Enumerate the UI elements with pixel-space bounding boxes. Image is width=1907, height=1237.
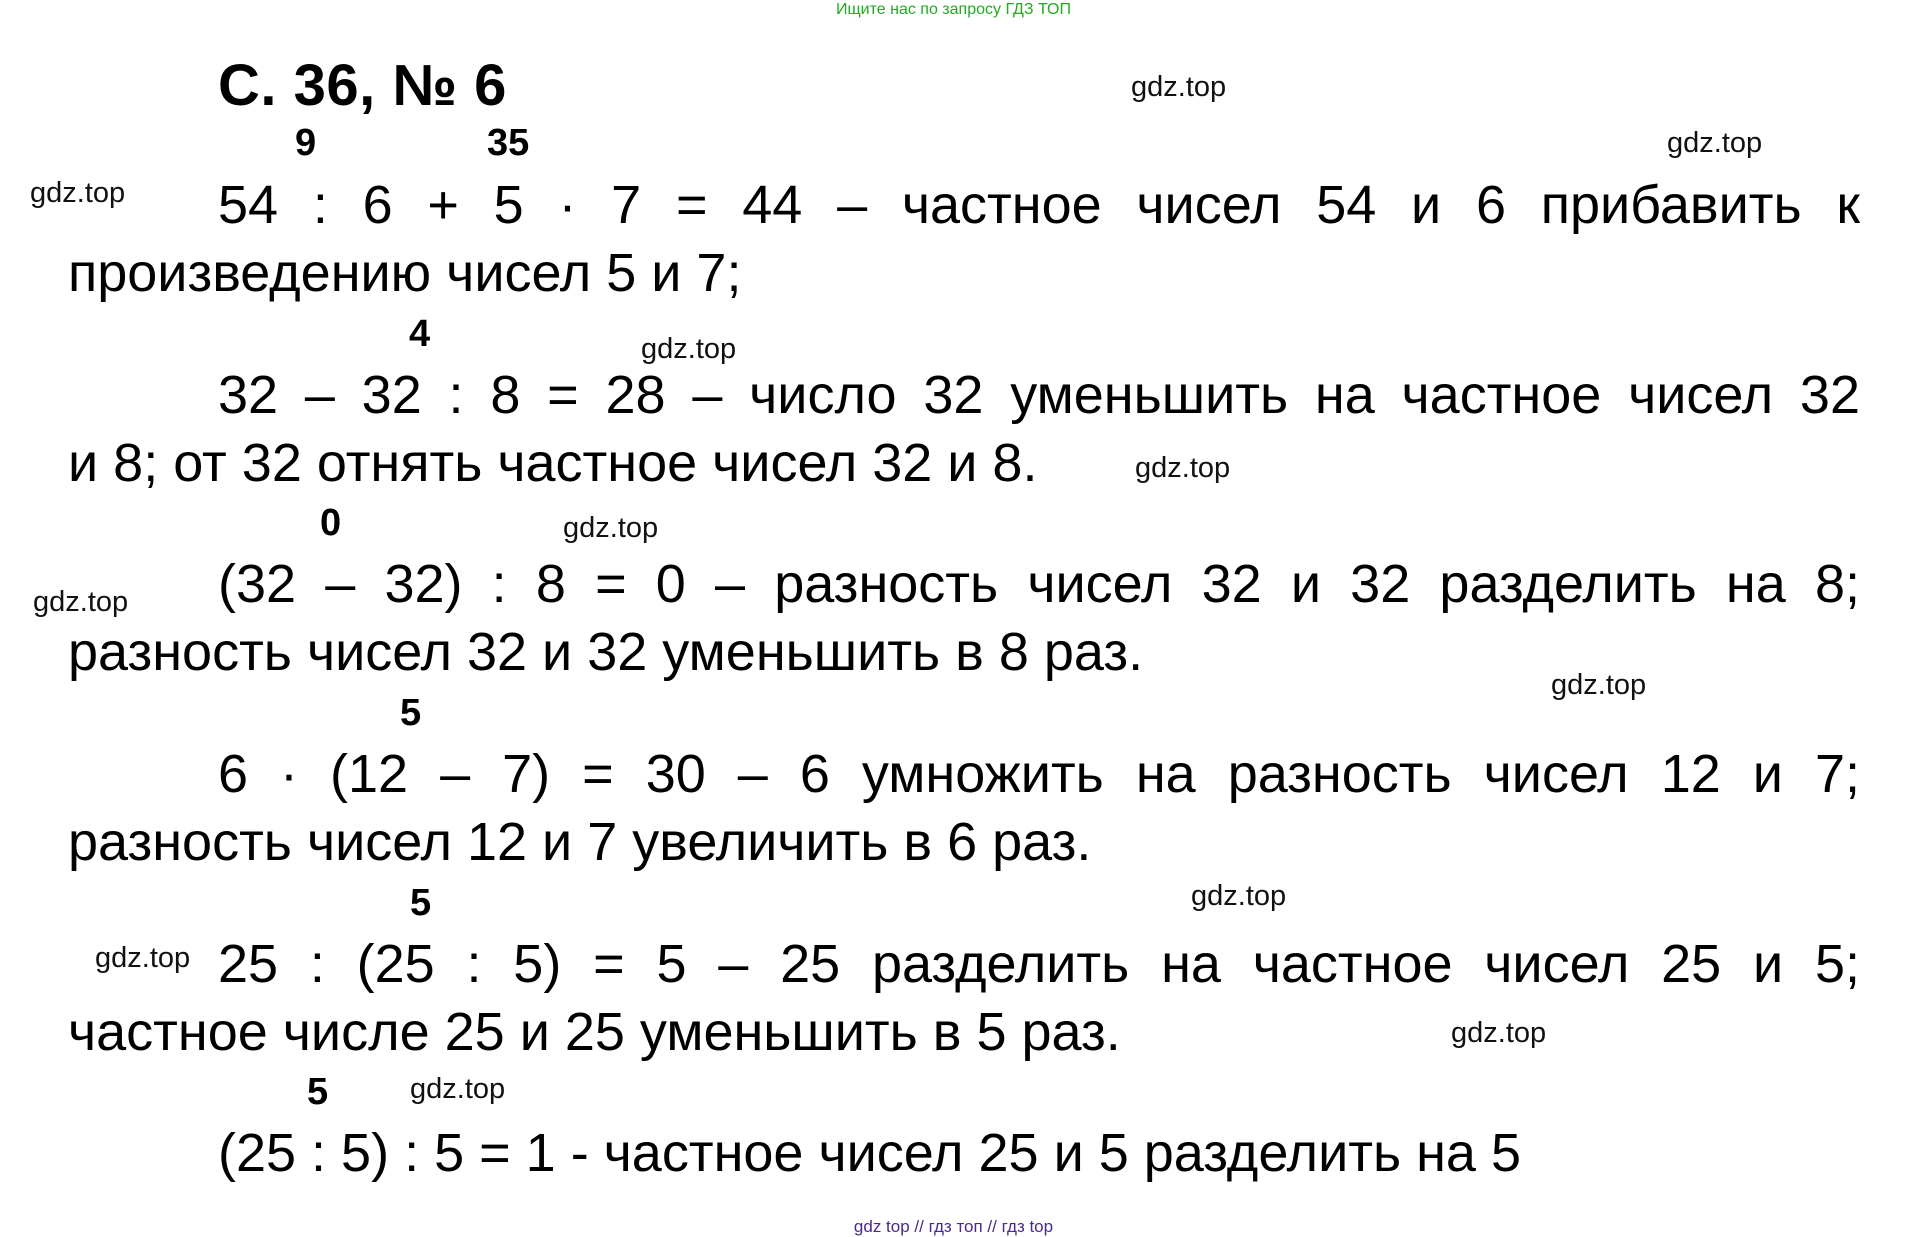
order-mark: 5 xyxy=(410,882,432,924)
watermark: gdz.top xyxy=(410,1073,506,1105)
watermark: gdz.top xyxy=(563,512,659,544)
exercise-3-line-1: (32 – 32) : 8 = 0 – разность чисел 32 и 32 разделить на 8; xyxy=(218,554,1860,614)
exercise-2-line-1: 32 – 32 : 8 = 28 – число 32 уменьшить на частное чисел 32 xyxy=(218,365,1860,425)
exercise-6-line-1: (25 : 5) : 5 = 1 - частное чисел 25 и 5 разделить на 5 xyxy=(218,1123,1521,1183)
exercise-2-line-2: и 8; от 32 отнять частное чисел 32 и 8. xyxy=(68,433,1038,493)
search-banner: Ищите нас по запросу ГДЗ ТОП xyxy=(836,1,1071,18)
watermark: gdz.top xyxy=(1135,452,1231,484)
watermark: gdz.top xyxy=(1191,880,1287,912)
watermark: gdz.top xyxy=(1451,1017,1547,1049)
exercise-1-line-2: произведению чисел 5 и 7; xyxy=(68,243,742,303)
watermark: gdz.top xyxy=(1551,669,1647,701)
order-mark: 4 xyxy=(409,313,431,355)
footer-links: gdz top // гдз топ // гдз top xyxy=(853,1217,1054,1236)
watermark: gdz.top xyxy=(33,586,129,618)
page-title: С. 36, № 6 xyxy=(218,53,507,118)
watermark: gdz.top xyxy=(641,333,737,365)
exercise-4-line-2: разность чисел 12 и 7 увеличить в 6 раз. xyxy=(68,812,1092,872)
exercise-5-line-1: 25 : (25 : 5) = 5 – 25 разделить на частное чисел 25 и 5; xyxy=(218,934,1860,994)
order-mark: 5 xyxy=(400,692,422,734)
watermark: gdz.top xyxy=(30,177,126,209)
exercise-3-line-2: разность чисел 32 и 32 уменьшить в 8 раз. xyxy=(68,622,1144,682)
watermark: gdz.top xyxy=(95,942,191,974)
order-mark: 5 xyxy=(307,1071,329,1113)
order-mark: 9 xyxy=(295,122,317,164)
watermark: gdz.top xyxy=(1667,127,1763,159)
exercise-4-line-1: 6 · (12 – 7) = 30 – 6 умножить на разность чисел 12 и 7; xyxy=(218,744,1860,804)
exercise-5-line-2: частное числе 25 и 25 уменьшить в 5 раз. xyxy=(68,1002,1121,1062)
exercise-1-line-1: 54 : 6 + 5 · 7 = 44 – частное чисел 54 и 6 прибавить к xyxy=(218,175,1860,235)
order-mark: 0 xyxy=(320,502,342,544)
watermark: gdz.top xyxy=(1131,71,1227,103)
order-mark: 35 xyxy=(487,122,530,164)
